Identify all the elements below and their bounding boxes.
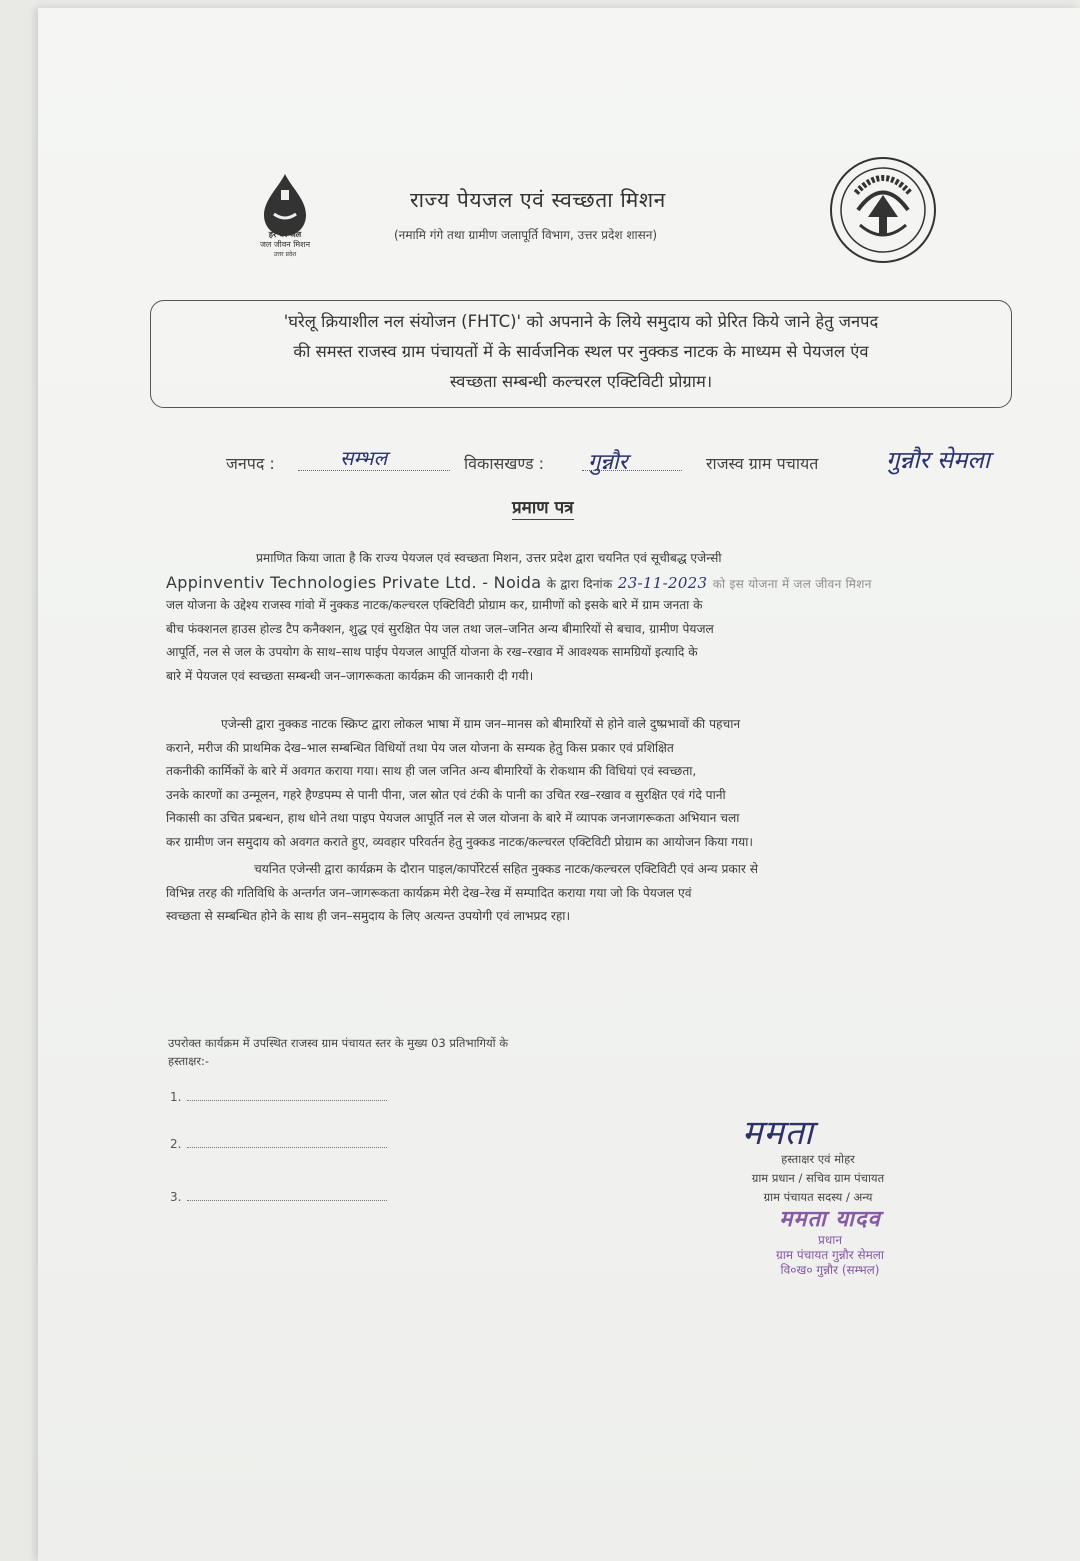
paragraph-line: जल योजना के उद्देश्य राजस्व गांवो में नुक्कड नाटक/कल्चरल एक्टिविटी प्रोग्राम कर, ग्रामीणों को इसके बारे में ग्राम जनता के [166,598,703,612]
signatory-label [728,1150,908,1207]
paragraph-line: एजेन्सी द्वारा नुक्कड नाटक स्क्रिप्ट द्वारा लोकल भाषा में ग्राम जन–मानस को बीमारियों से होने वाले दुष्प्रभावों की पहचान [221,717,741,731]
paragraph-line: निकासी का उचित प्रबन्धन, हाथ धोने तथा पाइप पेयजल आपूर्ति नल से जल योजना के बारे में व्यापक जनजागरूकता अभियान चला [166,811,740,825]
line-number: 2 [170,1137,178,1151]
participant-signature-line-2: 2. [170,1137,387,1151]
signatory-label-line: हस्ताक्षर एवं मोहर [781,1152,855,1166]
paragraph-line-agency [166,571,1006,595]
paragraph-line: बीच फंक्शनल हाउस होल्ड टैप कनैक्शन, शुद्ध एवं सुरक्षित पेय जल तथा जल–जनित अन्य बीमारियों से बचाव, ग्रामीण पेयजल [166,621,714,636]
paragraph-line: तकनीकी कार्मिकों के बारे में अवगत कराया गया। साथ ही जल जनित अन्य बीमारियों के रोकथाम की विधियां एवं स्वच्छता, [166,764,697,778]
org-subtitle: (नमामि गंगे तथा ग्रामीण जलापूर्ति विभाग, उत्तर प्रदेश शासन) [394,228,658,242]
panchayat-value: गुन्नौर सेमला [886,446,990,474]
district-value: सम्भल [340,446,388,470]
block-value: गुन्नौर [588,450,628,475]
uttar-pradesh-seal-icon [828,155,938,265]
district-label: जनपद : [226,454,275,473]
participant-signature-line-3: 3. [170,1190,387,1204]
signatory-label-line: ग्राम पंचायत सदस्य / अन्य [763,1190,873,1204]
date-prefix: के द्वारा दिनांक [546,576,613,591]
org-title: राज्य पेयजल एवं स्वच्छता मिशन [410,188,666,212]
date-suffix: को इस योजना में जल जीवन मिशन [712,576,872,591]
logo-caption-2: जल जीवन मिशन [259,240,311,249]
stamp-line: वि०ख० गुन्नौर (सम्भल) [780,1263,880,1277]
program-title-box [150,300,1012,408]
official-stamp [735,1203,925,1278]
block-label: विकासखण्ड : [464,454,545,473]
participant-signature-line-1: 1. [170,1090,387,1104]
stamp-line: ग्राम पंचायत गुन्नौर सेमला [776,1248,884,1262]
participants-note [168,1034,668,1070]
signatory-label-line: ग्राम प्रधान / सचिव ग्राम पंचायत [751,1171,885,1185]
paragraph-line: कर ग्रामीण जन समुदाय को अवगत कराते हुए, व्यवहार परिवर्तन हेतु नुक्कड नाटक/कल्चरल एक्टिविटी प्रोग्राम का आयोजन किया गया। [166,834,753,849]
line-number: 3 [170,1190,178,1204]
paragraph-line: बारे में पेयजल एवं स्वच्छता सम्बन्धी जन–जागरूकता कार्यक्रम की जानकारी दी गयी। [166,668,534,683]
handwritten-signature: ममता [742,1113,814,1153]
paragraph-certification [166,547,1006,688]
paragraph-line: विभिन्न तरह की गतिविधि के अन्तर्गत जन–जागरूकता कार्यक्रम मेरी देख–रेख में सम्पादित कराया गया जो कि पेयजल एवं [166,885,692,900]
participants-note-line: हस्ताक्षर:- [168,1054,210,1068]
program-title-line: स्वच्छता सम्बन्धी कल्चरल एक्टिविटी प्रोग्राम। [449,372,713,391]
stamp-title: प्रधान [818,1233,842,1247]
paragraph-line: प्रमाणित किया जाता है कि राज्य पेयजल एवं स्वच्छता मिशन, उत्तर प्रदेश द्वारा चयनित एवं सूचीबद्ध एजेन्सी [256,551,722,565]
paragraph-conclusion [166,858,1006,929]
logo-caption-3: उत्तर प्रदेश [273,251,297,258]
paragraph-line: आपूर्ति, नल से जल के उपयोग के साथ–साथ पाईप पेयजल आपूर्ति योजना के रख–रखाव में आवश्यक सामग्रियों इत्यादि के [166,645,698,659]
paragraph-line: चयनित एजेन्सी द्वारा कार्यक्रम के दौरान पाइल/कार्पोरेटर्स सहित नुक्कड नाटक/कल्चरल एक्टिविटी एवं अन्य प्रकार से [254,862,758,876]
stamp-name: ममता यादव [779,1206,881,1232]
program-title-line: 'घरेलू क्रियाशील नल संयोजन (FHTC)' को अपनाने के लिये समुदाय को प्रेरित किये जाने हेतु जनपद [283,312,879,331]
logo-caption-1: हर घर जल [268,230,302,239]
paragraph-agency-activity [166,713,1006,854]
participants-note-line: उपरोक्त कार्यक्रम में उपस्थित राजस्व ग्राम पंचायत स्तर के मुख्य 03 प्रतिभागियों के [168,1036,509,1050]
document-heading: प्रमाण पत्र [512,495,574,520]
line-number: 1 [170,1090,178,1104]
panchayat-label: राजस्व ग्राम पचायत [706,454,819,473]
agency-name: Appinventiv Technologies Private Ltd. - Noida [166,572,542,592]
event-date: 23-11-2023 [617,573,708,592]
paragraph-line: स्वच्छता से सम्बन्धित होने के साथ ही जन–समुदाय के लिए अत्यन्त उपयोगी एवं लाभप्रद रहा। [166,909,571,923]
program-title-line: की समस्त राजस्व ग्राम पंचायतों में के सार्वजनिक स्थल पर नुक्कड नाटक के माध्यम से पेयजल एंव [293,342,869,361]
paragraph-line: उनके कारणों का उन्मूलन, गहरे हैण्डपम्प से पानी पीना, जल स्रोत एवं टंकी के पानी का उचित रख–रखाव व सुरक्षित एवं गंदे पानी [166,787,726,802]
paragraph-line: कराने, मरीज की प्राथमिक देख–भाल सम्बन्धित विधियों तथा पेय जल योजना के सम्यक हेतु किस प्रकार एवं प्रशिक्षित [166,740,674,755]
